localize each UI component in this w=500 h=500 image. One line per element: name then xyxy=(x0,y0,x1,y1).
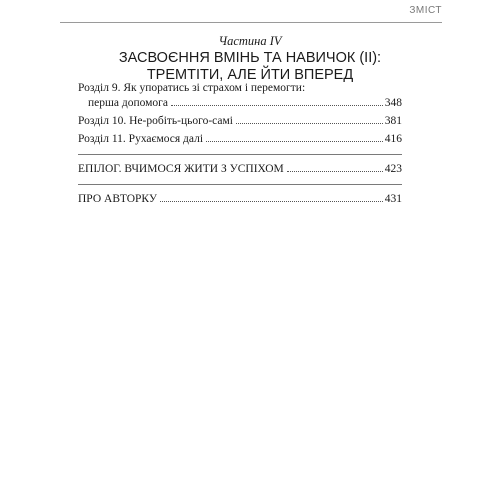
toc-entry-title: Розділ 10. Не-робіть-цього-самі xyxy=(78,115,233,127)
dot-leader xyxy=(160,201,383,202)
toc-page-number: 348 xyxy=(384,97,402,109)
part-title xyxy=(0,50,500,84)
toc-page-number: 381 xyxy=(384,115,402,127)
toc-entry-title-line-2: перша допомога xyxy=(88,97,168,109)
part-title-line-2: ТРЕМТІТИ, АЛЕ ЙТИ ВПЕРЕД xyxy=(146,67,354,83)
toc-page-number: 431 xyxy=(384,193,402,205)
toc-entry-title: ЕПІЛОГ. ВЧИМОСЯ ЖИТИ З УСПІХОМ xyxy=(78,163,284,175)
toc-entry-chapter-9[interactable] xyxy=(78,81,402,111)
divider xyxy=(78,184,402,185)
toc-page-number: 416 xyxy=(384,133,402,145)
toc-entry-chapter-11[interactable] xyxy=(78,132,402,147)
dot-leader xyxy=(206,141,383,142)
part-title-line-1: ЗАСВОЄННЯ ВМІНЬ ТА НАВИЧОК (II): xyxy=(118,50,382,66)
dot-leader xyxy=(236,123,383,124)
part-label: Частина IV xyxy=(218,34,282,48)
section-label: ЗМІСТ xyxy=(409,5,442,16)
toc-entry-title: Розділ 11. Рухаємося далі xyxy=(78,133,204,145)
toc-entry-epilogue[interactable] xyxy=(78,162,402,177)
toc-entry-about-author[interactable] xyxy=(78,192,402,207)
dot-leader xyxy=(171,105,383,106)
toc-entry-chapter-10[interactable] xyxy=(78,114,402,129)
toc-entry-title-line-1: Розділ 9. Як упоратись зі страхом і перемогти: xyxy=(78,82,306,94)
divider xyxy=(78,154,402,155)
toc-entry-title: ПРО АВТОРКУ xyxy=(78,193,158,205)
dot-leader xyxy=(287,171,383,172)
running-header xyxy=(60,0,442,23)
toc-page-number: 423 xyxy=(384,163,402,175)
